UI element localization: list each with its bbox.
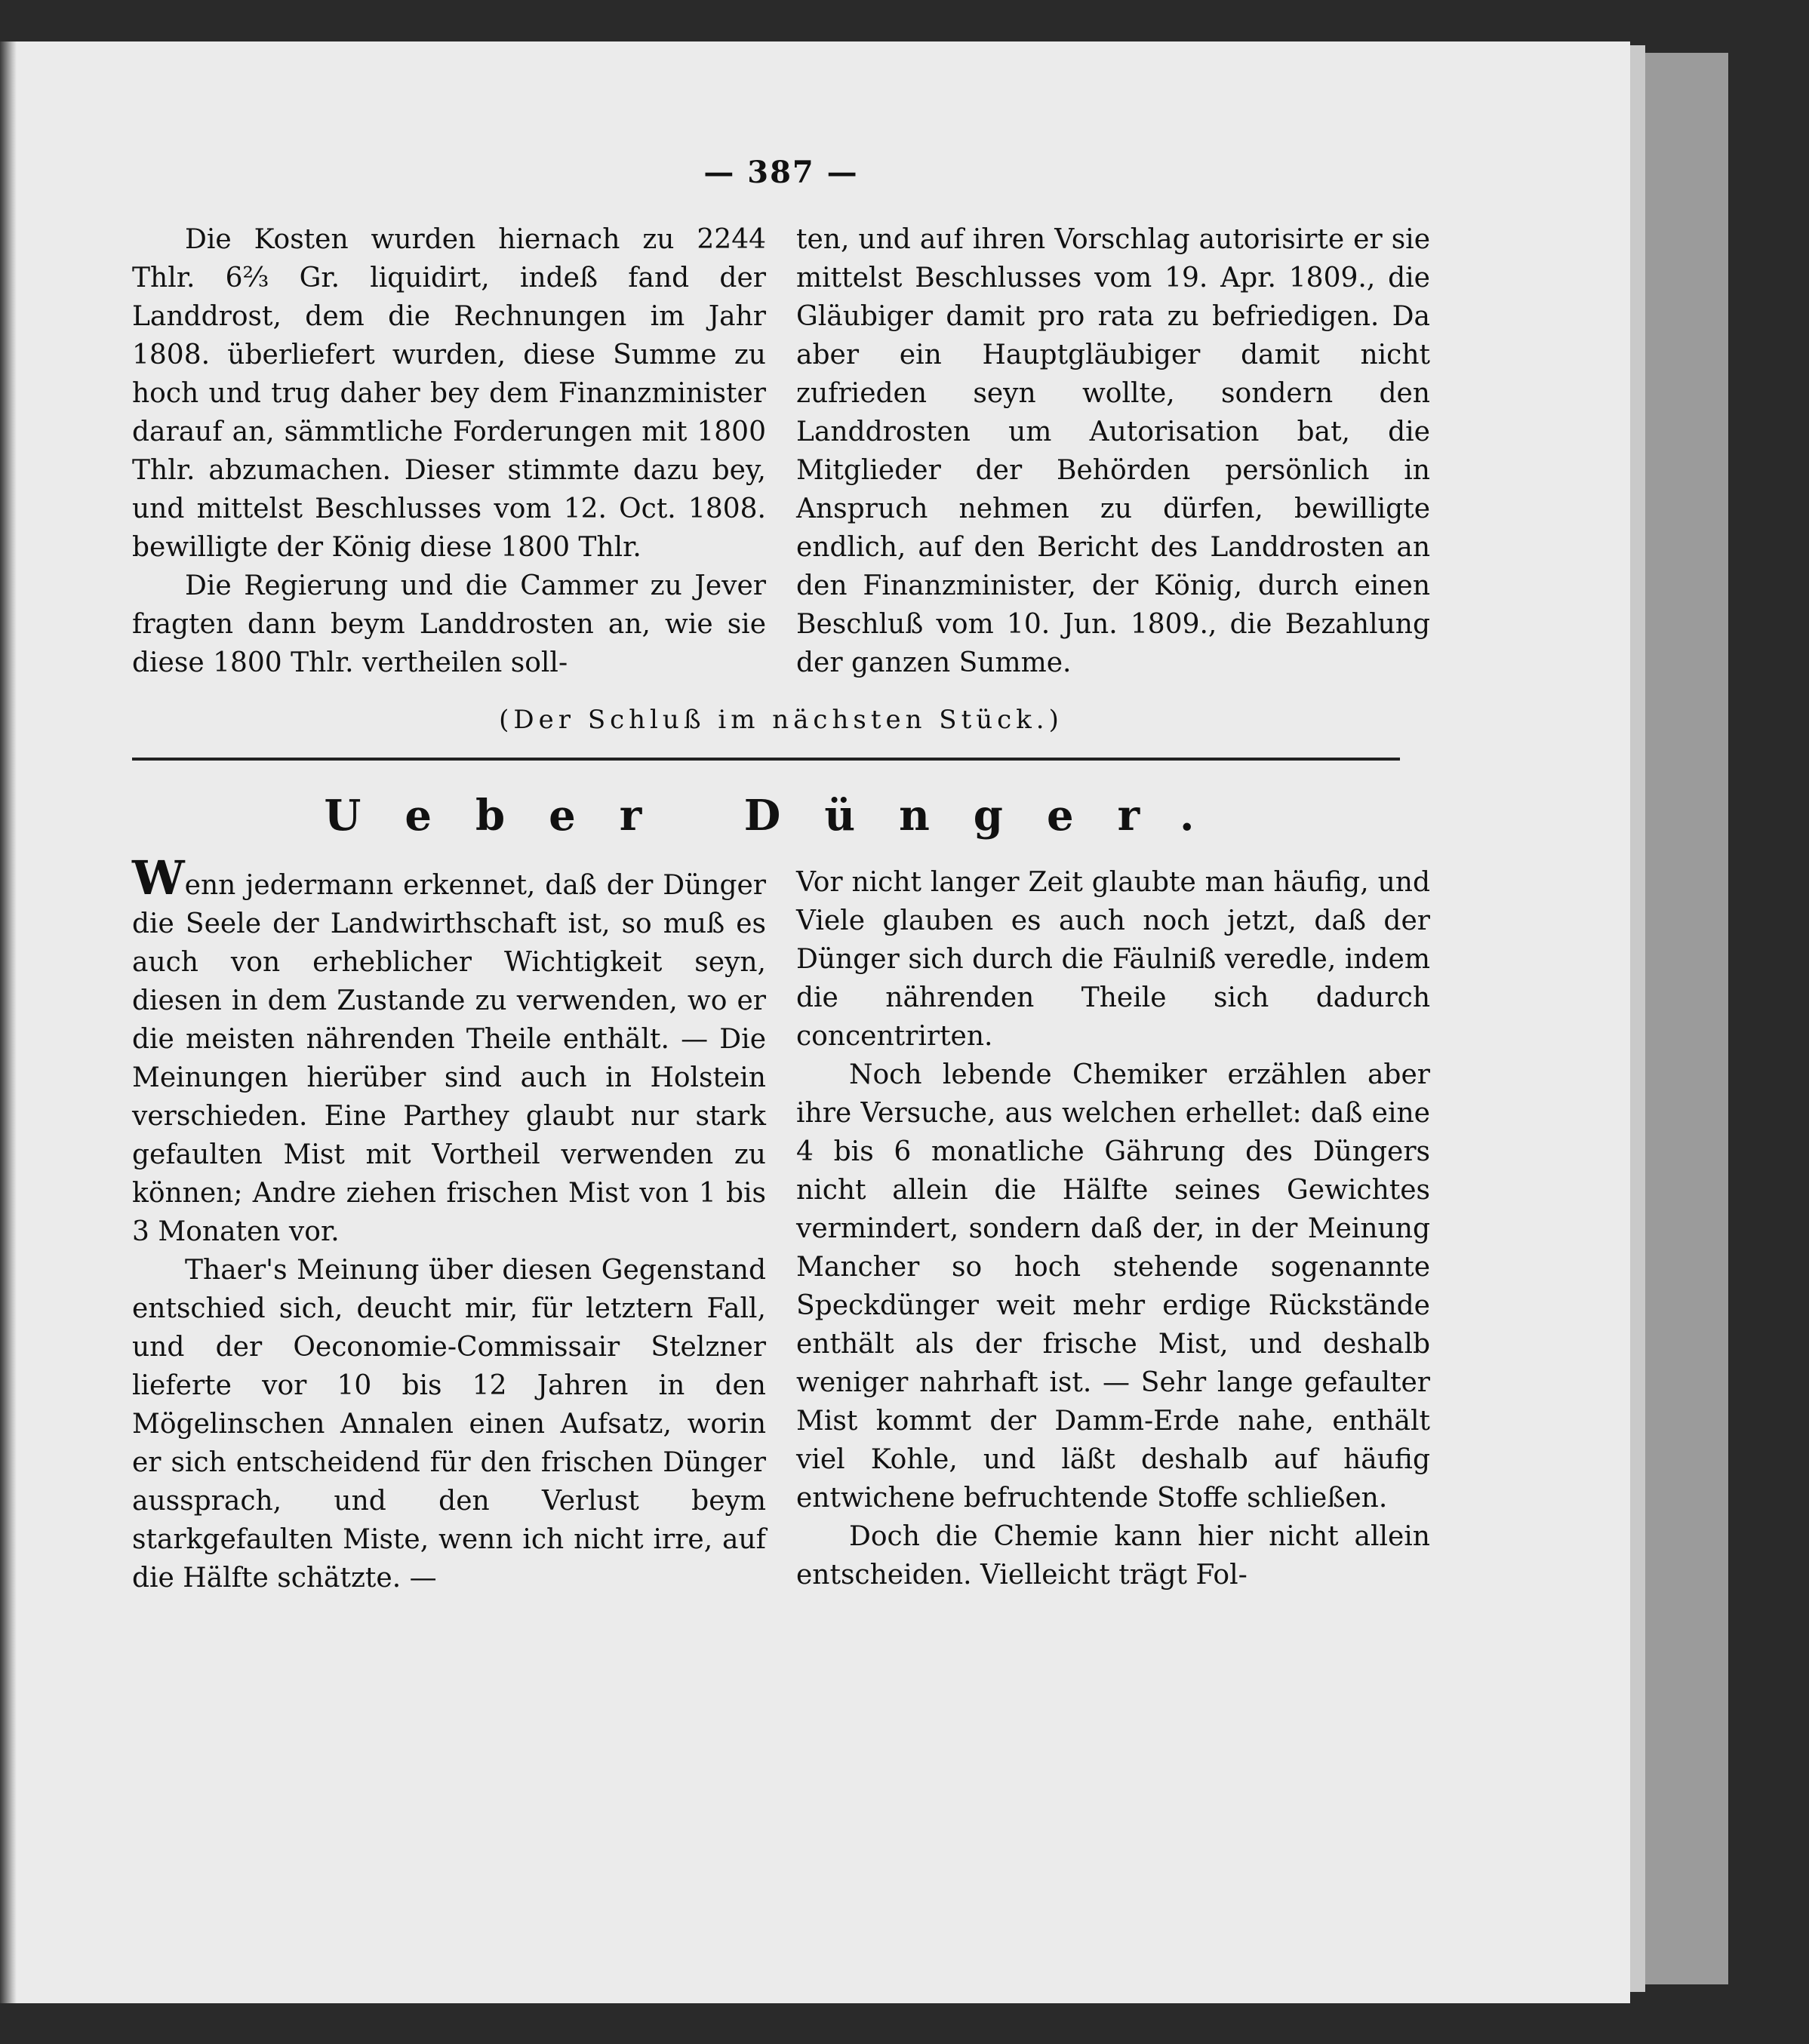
paragraph: Thaer's Meinung über diesen Gegenstand entschied sich, deucht mir, für letztern Fall, und der Oeconomie-Commissair Stelzner lieferte vor 10 bis 12 Jahren in den Mögelinschen Annalen einen Aufsatz, worin er sich entscheidend für den frischen Dünger aussprach, und den Verlust beym starkgefaulten Miste, wenn ich nicht irre, auf die Hälfte schätzte. —	[132, 1255, 766, 1594]
paragraph: Noch lebende Chemiker erzählen aber ihre Versuche, aus welchen erhellet: daß eine 4 bis 6 monatliche Gährung des Düngers nicht allein die Hälfte seines Gewichtes vermindert, sondern daß der, in der Meinung Mancher so hoch stehende sogenannte Speckdünger weit mehr erdige Rückstände enthält als der frische Mist, und deshalb weniger nahrhaft ist. — Sehr lange gefaulter Mist kommt der Damm-Erde nahe, enthält viel Kohle, und läßt deshalb auf häufig entwichene befruchtende Stoffe schließen.	[796, 1059, 1430, 1514]
initial-letter: W	[132, 850, 185, 905]
paragraph: Vor nicht langer Zeit glaubte man häufig, und Viele glauben es auch noch jetzt, daß der Dünger sich durch die Fäulniß veredle, indem die nährenden Theile sich dadurch concentrirten.	[796, 867, 1430, 1052]
continued-note: (Der Schluß im nächsten Stück.)	[499, 705, 1063, 735]
top-columns	[132, 220, 1430, 682]
article-title: Ueber Dünger.	[324, 791, 1238, 841]
bottom-columns	[132, 850, 1430, 1597]
paragraph: Die Regierung und die Cammer zu Jever fragten dann beym Landdrosten an, wie sie diese 1800 Thlr. vertheilen soll-	[132, 570, 766, 678]
section-divider	[132, 758, 1400, 761]
book-gutter	[0, 41, 17, 2003]
top-right-column	[796, 220, 1430, 682]
page-number: — 387 —	[703, 155, 859, 190]
paragraph: Doch die Chemie kann hier nicht allein entscheiden. Vielleicht trägt Fol-	[796, 1521, 1430, 1591]
book-page	[0, 41, 1630, 2003]
paragraph: Die Kosten wurden hiernach zu 2244 Thlr. 6⅔ Gr. liquidirt, indeß fand der Landdrost, dem die Rechnungen im Jahr 1808. überliefert wurden, diese Summe zu hoch und trug daher bey dem Finanzminister darauf an, sämmtliche Forderungen mit 1800 Thlr. abzumachen. Dieser stimmte dazu bey, und mittelst Beschlusses vom 12. Oct. 1808. bewilligte der König diese 1800 Thlr.	[132, 224, 766, 563]
paragraph: ten, und auf ihren Vorschlag autorisirte er sie mittelst Beschlusses vom 19. Apr. 1809., die Gläubiger damit pro rata zu befriedigen. Da aber ein Hauptgläubiger damit nicht zufrieden seyn wollte, sondern den Landdrosten um Autorisation bat, die Mitglieder der Behörden persönlich in Anspruch nehmen zu dürfen, bewilligte endlich, auf den Bericht des Landdrosten an den Finanzminister, der König, durch einen Beschluß vom 10. Jun. 1809., die Bezahlung der ganzen Summe.	[796, 224, 1430, 678]
paragraph-text: enn jedermann erkennet, daß der Dünger die Seele der Landwirthschaft ist, so muß es auch von erheblicher Wichtigkeit seyn, diesen in dem Zustande zu verwenden, wo er die meisten nährenden Theile enthält. — Die Meinungen hierüber sind auch in Holstein verschieden. Eine Parthey glaubt nur stark gefaulten Mist mit Vortheil verwenden zu können; Andre ziehen frischen Mist von 1 bis 3 Monaten vor.	[132, 870, 766, 1247]
page-content	[132, 155, 1430, 1597]
bottom-left-column	[132, 850, 766, 1597]
paragraph	[132, 850, 766, 1251]
top-left-column	[132, 220, 766, 682]
bottom-right-column	[796, 863, 1430, 1597]
